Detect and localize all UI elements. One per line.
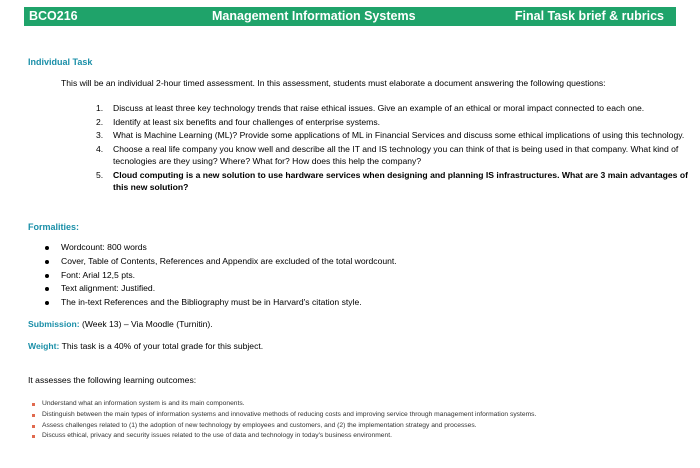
list-item: Understand what an information system is and its main components.	[32, 399, 692, 410]
weight-text: This task is a 40% of your total grade for this subject.	[59, 341, 264, 351]
formalities-heading: Formalities:	[28, 222, 80, 232]
bullet-icon	[45, 287, 49, 291]
course-code: BCO216	[29, 9, 78, 23]
list-item: Distinguish between the main types of information systems and innovative methods of reducing costs and improving service through management information systems.	[32, 410, 692, 421]
submission-text: (Week 13) – Via Moodle (Turnitin).	[79, 319, 213, 329]
bullet-icon	[32, 403, 35, 406]
list-item: Assess challenges related to (1) the adoption of new technology by employees and customers, and (2) the implementation strategy and processes.	[32, 421, 692, 432]
outcomes-intro: It assesses the following learning outcomes:	[28, 375, 197, 385]
submission-line	[28, 319, 213, 329]
outcomes-list	[32, 399, 692, 442]
bullet-icon	[32, 435, 35, 438]
bullet-icon	[45, 246, 49, 250]
bullet-icon	[32, 414, 35, 417]
question-item: 3. What is Machine Learning (ML)? Provide some applications of ML in Financial Services and discuss some ethical implications of using this technology.	[96, 130, 685, 140]
bullet-icon	[45, 260, 49, 264]
document-type: Final Task brief & rubrics	[514, 9, 664, 23]
individual-task-heading: Individual Task	[28, 57, 93, 67]
header-banner	[24, 7, 676, 26]
weight-label: Weight:	[28, 341, 60, 351]
question-item: 4. Choose a real life company you know well and describe all the IT and IS technology you can think of that is being used in that company. What kind of tecnologies are they using? Where? What for? How does this help the company?	[96, 143, 679, 166]
list-item: Text alignment: Justified.	[44, 282, 397, 296]
task-intro: This will be an individual 2-hour timed assessment. In this assessment, students must elaborate a document answering the following questions:	[61, 78, 606, 88]
list-item: Font: Arial 12,5 pts.	[44, 269, 397, 283]
bullet-icon	[45, 301, 49, 305]
list-item: Discuss ethical, privacy and security issues related to the use of data and technology in today's business environment.	[32, 431, 692, 442]
weight-line	[28, 341, 263, 351]
course-title: Management Information Systems	[212, 9, 416, 23]
bullet-icon	[45, 274, 49, 278]
list-item: The in-text References and the Bibliography must be in Harvard's citation style.	[44, 296, 397, 310]
question-item: 1. Discuss at least three key technology trends that raise ethical issues. Give an example of an ethical or moral impact connected to each one.	[96, 103, 645, 113]
bullet-icon	[32, 425, 35, 428]
submission-label: Submission:	[28, 319, 80, 329]
list-item: Cover, Table of Contents, References and Appendix are excluded of the total wordcount.	[44, 255, 397, 269]
formalities-list	[44, 241, 397, 310]
question-item: 5. Cloud computing is a new solution to use hardware services when designing and planning IS infrastructures. What are 3 main advantages of this new solution?	[96, 169, 688, 192]
question-list	[96, 102, 694, 195]
list-item: Wordcount: 800 words	[44, 241, 397, 255]
question-item: 2. Identify at least six benefits and four challenges of enterprise systems.	[96, 116, 381, 127]
